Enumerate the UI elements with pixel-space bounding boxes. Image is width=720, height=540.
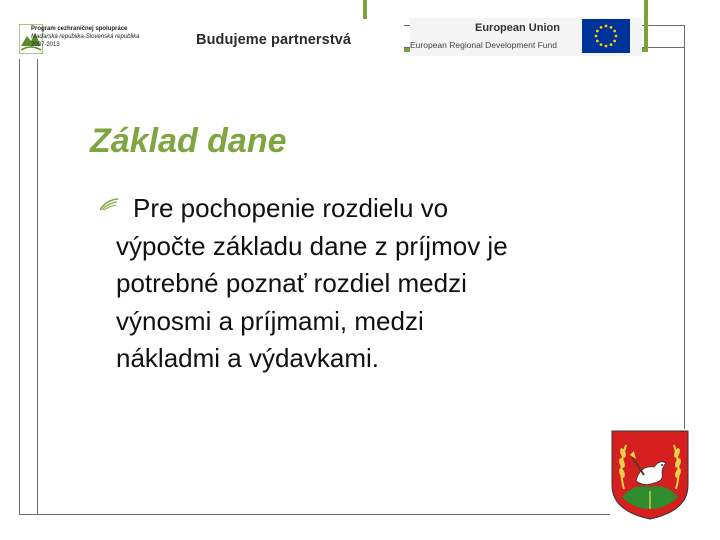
program-line-2: Maďarská republika-Slovenská republika [31,34,140,40]
eu-star [613,40,616,43]
eu-star [610,43,613,46]
eu-star [605,45,608,48]
eu-flag-icon [582,19,630,53]
slide-title: Základ dane [90,122,287,160]
eu-title: European Union [475,22,560,34]
program-line-3: 2007-2013 [31,42,60,48]
eu-star [605,25,608,28]
eu-star [595,35,598,38]
slide-body [116,190,636,378]
eu-star [613,30,616,33]
eu-star [615,35,618,38]
body-line-4: výnosmi a príjmami, medzi [116,305,424,336]
body-line-1: Pre pochopenie rozdielu vo [133,193,449,223]
program-line-1: Program cezhraničnej spolupráce [31,26,128,32]
eu-star [600,43,603,46]
body-line-5: nákladmi a výdavkami. [116,343,379,373]
program-text [31,25,181,49]
slogan: Budujeme partnerstvá [196,32,352,48]
eu-star [610,26,613,29]
eu-star [596,40,599,43]
coat-of-arms-icon [610,429,690,521]
body-line-3: potrebné poznať rozdiel medzi [116,268,467,298]
eu-star [596,30,599,33]
body-line-2: výpočte základu dane z príjmov je [116,230,508,261]
eu-fund: European Regional Development Fund [410,40,557,50]
eu-star [600,26,603,29]
